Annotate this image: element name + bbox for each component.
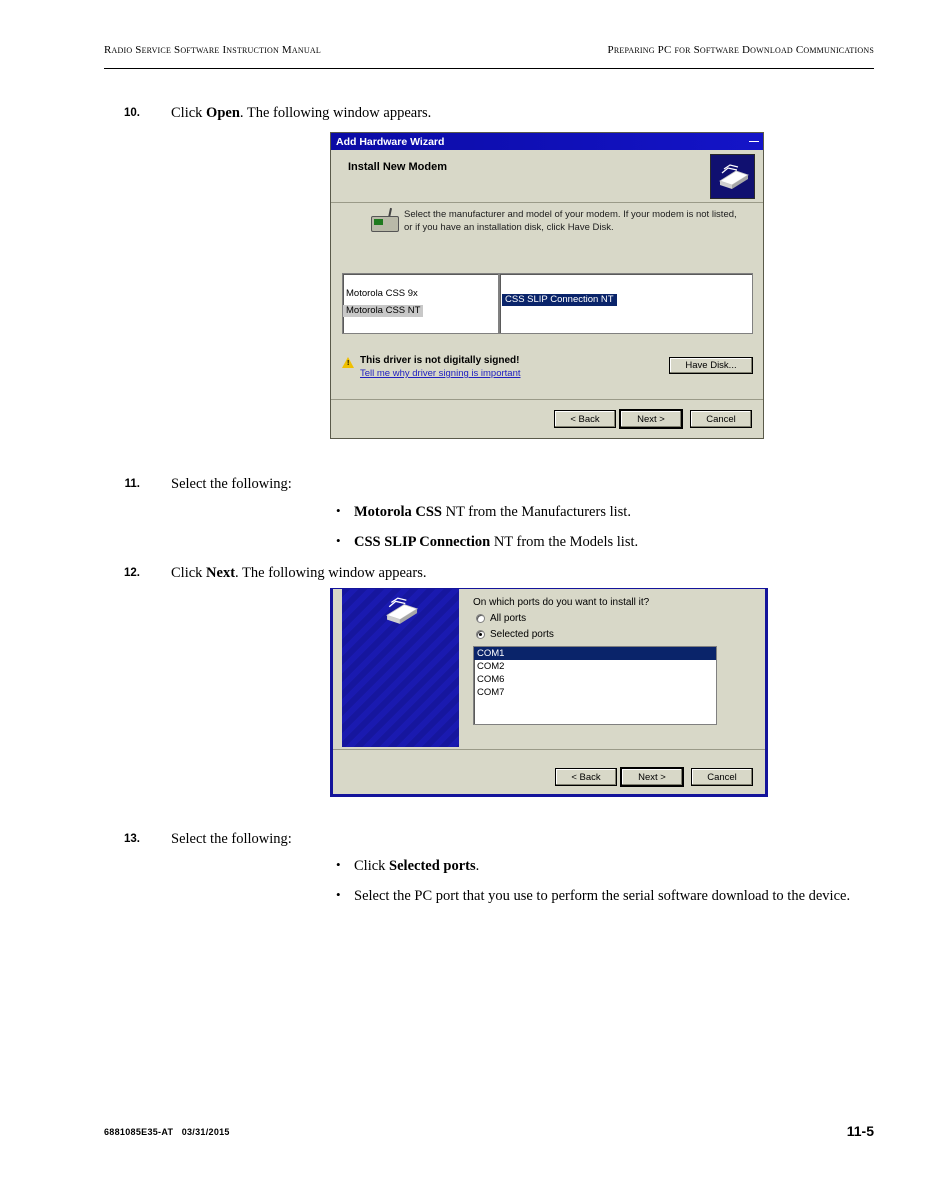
bullet-icon: •: [336, 532, 341, 548]
add-hardware-wizard-dialog: [330, 132, 764, 439]
next-button[interactable]: Next >: [620, 410, 682, 428]
dialog2-footer-divider: [333, 749, 765, 750]
ports-question: On which ports do you want to install it?: [473, 597, 650, 608]
step-11-number: 11.: [124, 478, 140, 490]
bullet-icon: •: [336, 886, 341, 902]
modem-icon: [371, 208, 399, 234]
step-11-bullet-1-bold: CSS SLIP Connection: [354, 533, 491, 550]
bullet-icon: •: [336, 857, 341, 872]
step-13: [104, 830, 292, 849]
dialog1-header-panel: [331, 150, 763, 203]
list-item: [336, 887, 896, 907]
step-11: [104, 475, 292, 494]
install-new-modem-ports-dialog: [330, 588, 768, 797]
models-item-0[interactable]: CSS SLIP Connection NT: [502, 294, 617, 306]
step-13-bullet-0: [354, 857, 479, 877]
step-10-text-post: . The following window appears.: [239, 105, 432, 121]
port-item-1[interactable]: COM2: [477, 661, 505, 672]
cancel-button[interactable]: Cancel: [691, 768, 753, 786]
have-disk-button[interactable]: Have Disk...: [669, 357, 753, 374]
port-item-0[interactable]: COM1: [474, 647, 716, 660]
list-item: [336, 503, 638, 523]
manufacturer-item-0[interactable]: Motorola CSS 9x: [346, 288, 418, 299]
header-left-title: Radio Service Software Instruction Manual: [104, 44, 321, 56]
step-11-bullet-list: [336, 503, 638, 562]
list-item: [336, 533, 638, 553]
minimize-icon[interactable]: —: [749, 136, 759, 147]
step-12-text-post: . The following window appears.: [235, 565, 427, 581]
radio-all-ports-label: All ports: [490, 613, 527, 624]
step-11-text: Select the following:: [171, 476, 292, 492]
modem-banner-icon: [379, 595, 423, 627]
header-divider: [104, 68, 874, 69]
dialog1-heading: Install New Modem: [348, 161, 448, 173]
step-10: [104, 104, 431, 123]
cancel-button[interactable]: Cancel: [690, 410, 752, 428]
footer-document-info: [104, 1127, 230, 1137]
ports-listbox[interactable]: [473, 646, 717, 725]
step-12-text-bold: Next: [206, 565, 236, 581]
warning-icon: !: [342, 357, 354, 368]
manufacturer-listbox[interactable]: [342, 273, 499, 334]
back-button[interactable]: < Back: [554, 410, 616, 428]
radio-all-ports[interactable]: [476, 613, 526, 624]
step-11-bullet-0-bold: Motorola CSS: [354, 504, 442, 520]
manufacturer-item-1[interactable]: Motorola CSS NT: [343, 305, 423, 317]
step-12-text-pre: Click: [171, 565, 207, 581]
driver-signing-link[interactable]: Tell me why driver signing is important: [360, 368, 521, 379]
warning-title: This driver is not digitally signed!: [360, 355, 520, 366]
dialog1-instruction-text: Select the manufacturer and model of your modem. If your modem is not listed, or if you have an installation disk, click Have Disk.: [404, 209, 737, 233]
step-13-bullet-1: Select the PC port that you use to perform the serial software download to the device.: [354, 887, 851, 904]
back-button[interactable]: < Back: [555, 768, 617, 786]
step-12-number: 12.: [124, 567, 140, 579]
modem-banner-icon: [710, 154, 755, 199]
radio-all-ports-icon[interactable]: [476, 614, 485, 623]
step-13-bullet-0-rest: .: [475, 858, 480, 874]
step-11-bullet-1: [354, 533, 638, 553]
modem-display: [374, 219, 383, 225]
step-10-text-bold: Open: [206, 105, 240, 121]
step-11-bullet-0: [354, 503, 631, 523]
page-header: [104, 44, 874, 56]
next-button[interactable]: Next >: [621, 768, 683, 786]
step-12: [104, 564, 426, 583]
dialog1-title-bar: [331, 133, 763, 150]
step-13-bullet-0-pre: Click: [354, 858, 390, 874]
step-13-bullet-0-bold: Selected ports: [389, 858, 476, 874]
footer-doc-number: 6881085E35-AT: [104, 1127, 174, 1137]
step-11-bullet-0-rest: NT from the Manufacturers list.: [441, 504, 631, 520]
dialog1-title-text: Add Hardware Wizard: [336, 135, 445, 148]
radio-selected-ports-icon[interactable]: [476, 630, 485, 639]
header-right-title: Preparing PC for Software Download Communications: [607, 44, 874, 56]
step-13-number: 13.: [124, 833, 140, 845]
step-13-bullet-list: [336, 857, 896, 916]
port-item-3[interactable]: COM7: [477, 687, 505, 698]
step-11-bullet-1-rest: NT from the Models list.: [490, 533, 639, 550]
models-listbox[interactable]: [499, 273, 753, 334]
wizard-artwork: [342, 589, 459, 747]
step-10-text: [140, 104, 431, 123]
radio-selected-ports-label: Selected ports: [490, 629, 554, 640]
step-13-text: Select the following:: [171, 831, 292, 847]
step-10-number: 10.: [124, 107, 140, 119]
footer-date: 03/31/2015: [181, 1127, 230, 1137]
port-item-2[interactable]: COM6: [477, 674, 505, 685]
bullet-icon: •: [336, 503, 341, 518]
step-10-text-pre: Click: [171, 105, 207, 121]
page-number: 11-5: [846, 1123, 874, 1139]
step-12-text: [140, 564, 426, 583]
radio-selected-ports[interactable]: [476, 629, 554, 640]
list-item: [336, 857, 896, 877]
